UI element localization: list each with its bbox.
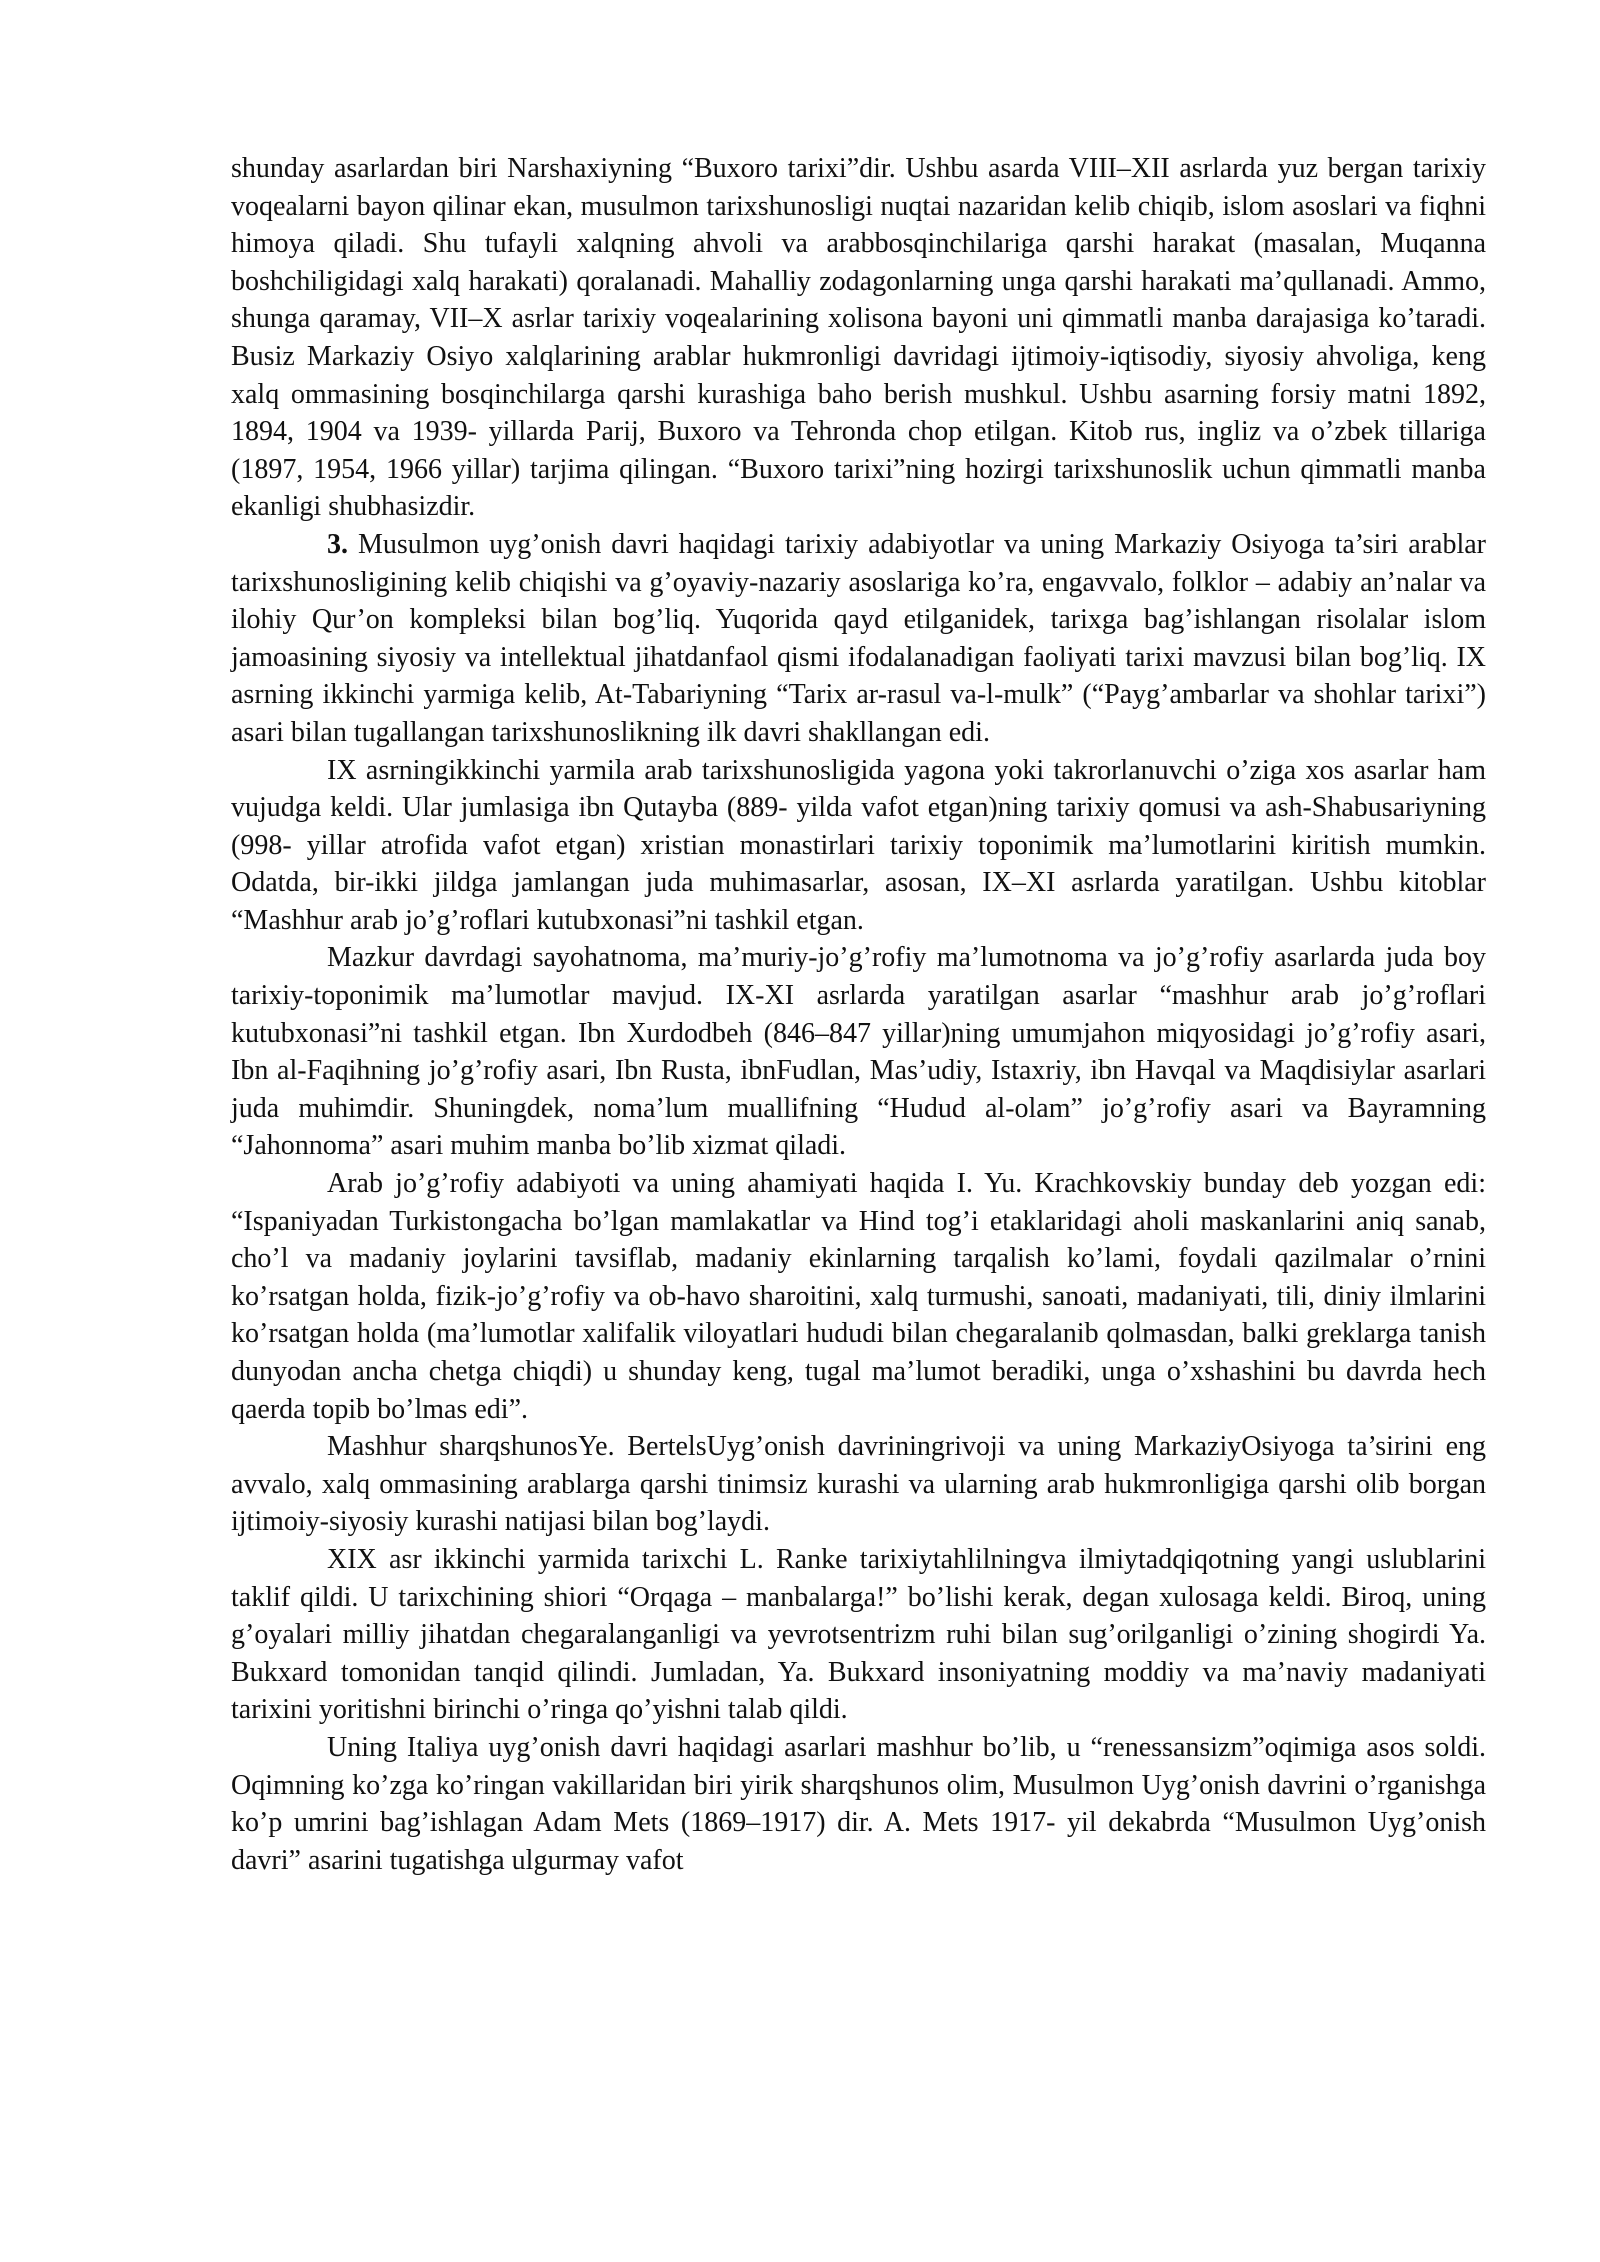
paragraph-text: Mazkur davrdagi sayohatnoma, ma’muriy-jo’g’rofiy ma’lumotnoma va jo’g’rofiy asarlarda juda boy tarixiy-toponimik ma’lumotlar mavjud. IX-XI asrlarda yaratilgan asarlar “mashhur arab jo’g’roflari kutubxonasi”ni tashkil etgan. Ibn Xurdodbeh (846–847 yillar)ning umumjahon miqyosidagi jo’g’rofiy asari, Ibn al-Faqihning jo’g’rofiy asari, Ibn Rusta, ibnFudlan, Mas’udiy, Istaxriy, ibn Havqal va Maqdisiylar asarlari juda muhimdir. Shuningdek, noma’lum muallifning “Hudud al-olam” jo’g’rofiy asari va Bayramning “Jahonnoma” asari muhim manba bo’lib xizmat qiladi. <box>231 942 1486 1162</box>
section-number: 3. <box>327 528 348 560</box>
paragraph-text: IX asrningikkinchi yarmila arab tarixshunosligida yagona yoki takrorlanuvchi o’ziga xos asarlar ham vujudga keldi. Ular jumlasiga ibn Qutayba (889- yilda vafot etgan)ning tarixiy qomusi va ash-Shabusariyning (998- yillar atrofida vafot etgan) xristian monastirlari tarixiy toponimik ma’lumotlarini kiritish mumkin. Odatda, bir-ikki jildga jamlangan juda muhimasarlar, asosan, IX–XI asrlarda yaratilgan. Ushbu kitoblar “Mashhur arab jo’g’roflari kutubxonasi”ni tashkil etgan. <box>231 754 1486 936</box>
paragraph-text: XIX asr ikkinchi yarmida tarixchi L. Ranke tarixiytahlilningva ilmiytadqiqotning yangi uslublarini taklif qildi. U tarixchining shiori “Orqaga – manbalarga!” bo’lishi kerak, degan xulosaga keldi. Biroq, uning g’oyalari milliy jihatdan chegaralanganligi va yevrotsentrizm ruhi bilan sug’orilganligi o’zining shogirdi Ya. Bukxard tomonidan tanqid qilindi. Jumladan, Ya. Bukxard insoniyatning moddiy va ma’naviy madaniyati tarixini yoritishni birinchi o’ringa qo’yishni talab qildi. <box>231 1543 1486 1726</box>
paragraph-section-3 <box>231 526 1486 752</box>
paragraph-ranke <box>231 1541 1486 1729</box>
paragraph-krachkovskiy <box>231 1165 1486 1428</box>
paragraph-bertels <box>231 1428 1486 1541</box>
paragraph-mets <box>231 1729 1486 1879</box>
paragraph-text: Arab jo’g’rofiy adabiyoti va uning ahamiyati haqida I. Yu. Krachkovskiy bunday deb yozgan edi: “Ispaniyadan Turkistongacha bo’lgan mamlakatlar va Hind tog’i etaklaridagi aholi maskanlarini aniq sanab, cho’l va madaniy joylarini tavsiflab, madaniy ekinlarning tarqalish ko’lami, foydali qazilmalar o’rnini ko’rsatgan holda, fizik-jo’g’rofiy va ob-havo sharoitini, xalq turmushi, sanoati, madaniyati, tili, diniy ilmlarini ko’rsatgan holda (ma’lumotlar xalifalik viloyatlari hududi bilan chegaralanib qolmasdan, balki greklarga tanish dunyodan ancha chetga chiqdi) u shunday keng, tugal ma’lumot beradiki, unga o’xshashini bu davrda hech qaerda topib bo’lmas edi”. <box>231 1168 1486 1425</box>
paragraph-text: shunday asarlardan biri Narshaxiyning “Buxoro tarixi”dir. Ushbu asarda VIII–XII asrlarda yuz bergan tarixiy voqealarni bayon qilinar ekan, musulmon tarixshunosligi nuqtai nazaridan kelib chiqib, islom asoslari va fiqhni himoya qiladi. Shu tufayli xalqning ahvoli va arabbosqinchilariga qarshi harakat (masalan, Muqanna boshchiligidagi xalq harakati) qoralanadi. Mahalliy zodagonlarning unga qarshi harakati ma’qullanadi. Ammo, shunga qaramay, VII–X asrlar tarixiy voqealarining xolisona bayoni uni qimmatli manba darajasiga ko’taradi. Busiz Markaziy Osiyo xalqlarining arablar hukmronligi davridagi ijtimoiy-iqtisodiy, siyosiy ahvoliga, keng xalq ommasining bosqinchilarga qarshi kurashiga baho berish mushkul. Ushbu asarning forsiy matni 1892, 1894, 1904 va 1939- yillarda Parij, Buxoro va Tehronda chop etilgan. Kitob rus, ingliz va o’zbek tillariga (1897, 1954, 1966 yillar) tarjima qilingan. “Buxoro tarixi”ning hozirgi tarixshunoslik uchun qimmatli manba ekanligi shubhasizdir. <box>231 153 1486 523</box>
paragraph-travelogues <box>231 939 1486 1165</box>
paragraph-narshaxiy <box>231 150 1486 526</box>
document-page <box>231 150 1486 1879</box>
paragraph-text: Musulmon uyg’onish davri haqidagi tarixiy adabiyotlar va uning Markaziy Osiyoga ta’siri arablar tarixshunosligining kelib chiqishi va g’oyaviy-nazariy asoslariga ko’ra, engavvalo, folklor – adabiy an’nalar va ilohiy Qur’on kompleksi bilan bog’liq. Yuqorida qayd etilganidek, tarixga bag’ishlangan risolalar islom jamoasining siyosiy va intellektual jihatdanfaol qismi ifodalanadigan faoliyati tarixi mavzusi bilan bog’liq. IX asrning ikkinchi yarmiga kelib, At-Tabariyning “Tarix ar-rasul va-l-mulk” (“Payg’ambarlar va shohlar tarixi”) asari bilan tugallangan tarixshunoslikning ilk davri shakllangan edi. <box>231 528 1486 748</box>
paragraph-text: Mashhur sharqshunosYe. BertelsUyg’onish davriningrivoji va uning MarkaziyOsiyoga ta’sirini eng avvalo, xalq ommasining arablarga qarshi tinimsiz kurashi va ularning arab hukmronligiga qarshi olib borgan ijtimoiy-siyosiy kurashi natijasi bilan bog’laydi. <box>231 1431 1486 1538</box>
paragraph-text: Uning Italiya uyg’onish davri haqidagi asarlari mashhur bo’lib, u “renessansizm”oqimiga asos soldi. Oqimning ko’zga ko’ringan vakillaridan biri yirik sharqshunos olim, Musulmon Uyg’onish davrini o’rganishga ko’p umrini bag’ishlagan Adam Mets (1869–1917) dir. A. Mets 1917- yil dekabrda “Musulmon Uyg’onish davri” asarini tugatishga ulgurmay vafot <box>231 1731 1486 1876</box>
paragraph-ix-century <box>231 752 1486 940</box>
